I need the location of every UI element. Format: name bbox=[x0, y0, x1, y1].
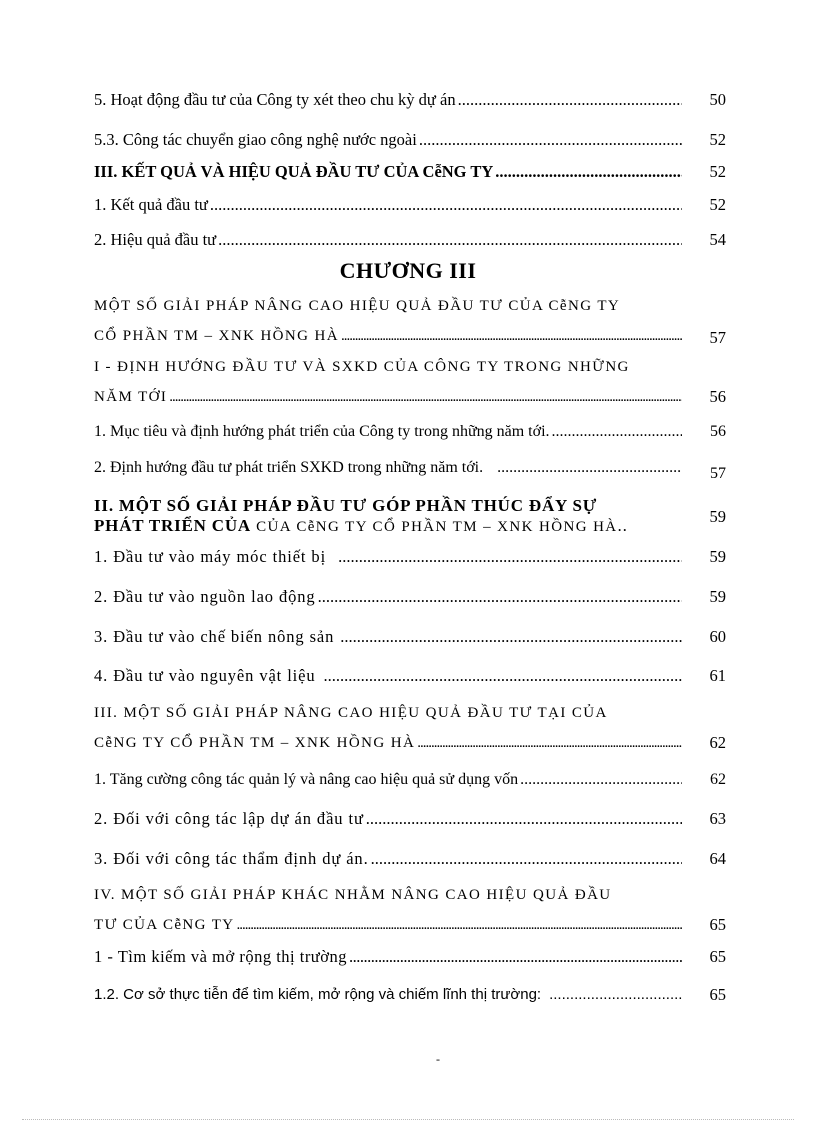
toc-entry bbox=[94, 587, 726, 607]
toc-entry-title: 3. Đầu tư vào chế biến nông sản bbox=[94, 627, 335, 646]
footer-mark: - bbox=[436, 1052, 440, 1066]
toc-entry bbox=[94, 195, 726, 215]
page-bottom-border bbox=[22, 1119, 794, 1120]
leader-dots bbox=[218, 230, 682, 250]
toc-entry-title: 2. Đối với công tác lập dự án đầu tư bbox=[94, 809, 364, 828]
toc-entry-title: III. MỘT SỐ GIẢI PHÁP NÂNG CAO HIỆU QUẢ ĐẦU TƯ TẠI CỦA bbox=[94, 705, 608, 721]
toc-page-number: 52 bbox=[709, 195, 726, 214]
leader-dots bbox=[169, 387, 682, 407]
toc-entry-title-cont: TƯ CỦA CễNG TY bbox=[94, 917, 235, 933]
toc-entry bbox=[94, 357, 726, 407]
leader-dots bbox=[324, 666, 682, 686]
toc-entry-title: 5. Hoạt động đầu tư của Công ty xét theo chu kỳ dự án bbox=[94, 90, 456, 109]
toc-entry bbox=[94, 849, 726, 869]
toc-entry-title-cont: CỔ PHẦN TM – XNK HỒNG HÀ bbox=[94, 328, 339, 344]
leader-dots bbox=[458, 90, 682, 110]
leader-dots bbox=[210, 195, 682, 215]
toc-entry bbox=[94, 130, 726, 150]
toc-entry-title-suffix: CỦA CễNG TY CỔ PHẦN TM – XNK HỒNG HÀ bbox=[251, 519, 618, 535]
toc-page-number: 64 bbox=[709, 849, 726, 868]
leader-dots bbox=[318, 587, 682, 607]
leader-dots bbox=[552, 422, 682, 442]
leader-dots bbox=[371, 849, 682, 869]
toc-entry-title-cont: NĂM TỚI bbox=[94, 389, 168, 405]
toc-entry bbox=[94, 666, 726, 686]
leader-dots bbox=[366, 809, 682, 829]
toc-entry-title: IV. MỘT SỐ GIẢI PHÁP KHÁC NHẰM NÂNG CAO HIỆU QUẢ ĐẦU bbox=[94, 887, 612, 903]
toc-entry bbox=[94, 770, 726, 790]
leader-dots bbox=[495, 162, 682, 182]
toc-entry-title: 2. Định hướng đầu tư phát triển SXKD trong những năm tới. bbox=[94, 459, 484, 476]
toc-page-number: 59 bbox=[709, 587, 726, 606]
toc-entry-title: 2. Đầu tư vào nguồn lao động bbox=[94, 587, 316, 606]
toc-page-number: 57 bbox=[709, 328, 726, 347]
toc-entry-title: 1. Tăng cường công tác quản lý và nâng cao hiệu quả sử dụng vốn bbox=[94, 771, 519, 788]
toc-page-number: 56 bbox=[710, 423, 726, 440]
toc-entry bbox=[94, 458, 726, 482]
toc-entry-title: 4. Đầu tư vào nguyên vật liệu bbox=[94, 666, 316, 685]
toc-page-number: 56 bbox=[709, 387, 726, 406]
toc-page-number: 52 bbox=[709, 130, 726, 149]
toc-page-number: 59 bbox=[709, 507, 726, 526]
toc-entry-title: 3. Đối với công tác thẩm định dự án. bbox=[94, 849, 369, 868]
toc-page-number: 59 bbox=[709, 547, 726, 566]
toc-entry bbox=[94, 885, 726, 935]
leader-dots bbox=[549, 985, 682, 1005]
toc-entry bbox=[94, 422, 726, 442]
leader-dots bbox=[497, 458, 682, 478]
toc-entry-title: 1 - Tìm kiếm và mở rộng thị trường bbox=[94, 947, 347, 966]
leader-dots bbox=[338, 547, 682, 567]
toc-page-number: 60 bbox=[709, 627, 726, 646]
toc-entry-title: 2. Hiệu quả đầu tư bbox=[94, 230, 217, 249]
toc-entry bbox=[94, 547, 726, 567]
leader-dots bbox=[349, 947, 682, 967]
chapter-heading: CHƯƠNG III bbox=[339, 258, 477, 283]
leader-dots bbox=[341, 326, 682, 346]
toc-page-number: 63 bbox=[709, 809, 726, 828]
leader-dots bbox=[237, 915, 682, 935]
toc-page-number: 50 bbox=[709, 90, 726, 109]
toc-page-number: 52 bbox=[709, 162, 726, 181]
toc-page-number: 65 bbox=[709, 915, 726, 934]
toc-entry-title: III. KẾT QUẢ VÀ HIỆU QUẢ ĐẦU TƯ CỦA CễNG TY bbox=[94, 162, 494, 181]
toc-page-number: 65 bbox=[709, 985, 726, 1004]
toc-entry-title: 1. Đầu tư vào máy móc thiết bị bbox=[94, 547, 327, 566]
leader-dots bbox=[419, 130, 682, 150]
toc-entry-title: II. MỘT SỐ GIẢI PHÁP ĐẦU TƯ GÓP PHẦN THÚC ĐẨY SỰ bbox=[94, 496, 598, 515]
toc-entry bbox=[94, 947, 726, 967]
toc-page-number: 62 bbox=[710, 771, 726, 788]
toc-entry: II. MỘT SỐ GIẢI PHÁP ĐẦU TƯ GÓP PHẦN THÚC ĐẨY SỰ PHÁT TRIỂN CỦA CỦA CễNG TY CỔ PHẦN TM – XNK HỒNG HÀ.. 59 bbox=[94, 496, 726, 535]
toc-entry-title: 1.2. Cơ sở thực tiễn để tìm kiếm, mở rộng và chiếm lĩnh thị trường: bbox=[94, 986, 542, 1003]
toc-entry bbox=[94, 230, 726, 250]
toc-entry-title: 5.3. Công tác chuyển giao công nghệ nước ngoài bbox=[94, 130, 417, 149]
leader-dots bbox=[520, 770, 682, 790]
toc-entry bbox=[94, 627, 726, 647]
toc-entry-title: 1. Kết quả đầu tư bbox=[94, 195, 208, 214]
toc-entry bbox=[94, 162, 726, 182]
leader-dots bbox=[340, 627, 682, 647]
toc-entry-title-cont: CễNG TY CỔ PHẦN TM – XNK HỒNG HÀ bbox=[94, 735, 416, 751]
toc-entry bbox=[94, 809, 726, 829]
toc-page-number: 65 bbox=[709, 947, 726, 966]
toc-entry-title: I - ĐỊNH HƯỚNG ĐẦU TƯ VÀ SXKD CỦA CÔNG TY TRONG NHỮNG bbox=[94, 359, 630, 375]
toc-entry-title: 1. Mục tiêu và định hướng phát triển của Công ty trong những năm tới. bbox=[94, 423, 550, 440]
toc-entry bbox=[94, 703, 726, 753]
toc-page-number: 61 bbox=[709, 666, 726, 685]
toc-entry bbox=[94, 90, 726, 110]
toc-page-number: 57 bbox=[710, 465, 726, 482]
toc-entry bbox=[94, 985, 726, 1005]
leader-dots bbox=[417, 733, 682, 753]
toc-page-number: 62 bbox=[709, 733, 726, 752]
toc-entry bbox=[94, 296, 726, 346]
toc-entry-title: MỘT SỐ GIẢI PHÁP NÂNG CAO HIỆU QUẢ ĐẦU TƯ CỦA CễNG TY bbox=[94, 298, 621, 314]
toc-page-number: 54 bbox=[709, 230, 726, 249]
toc-entry-title-cont: PHÁT TRIỂN CỦA bbox=[94, 516, 251, 535]
